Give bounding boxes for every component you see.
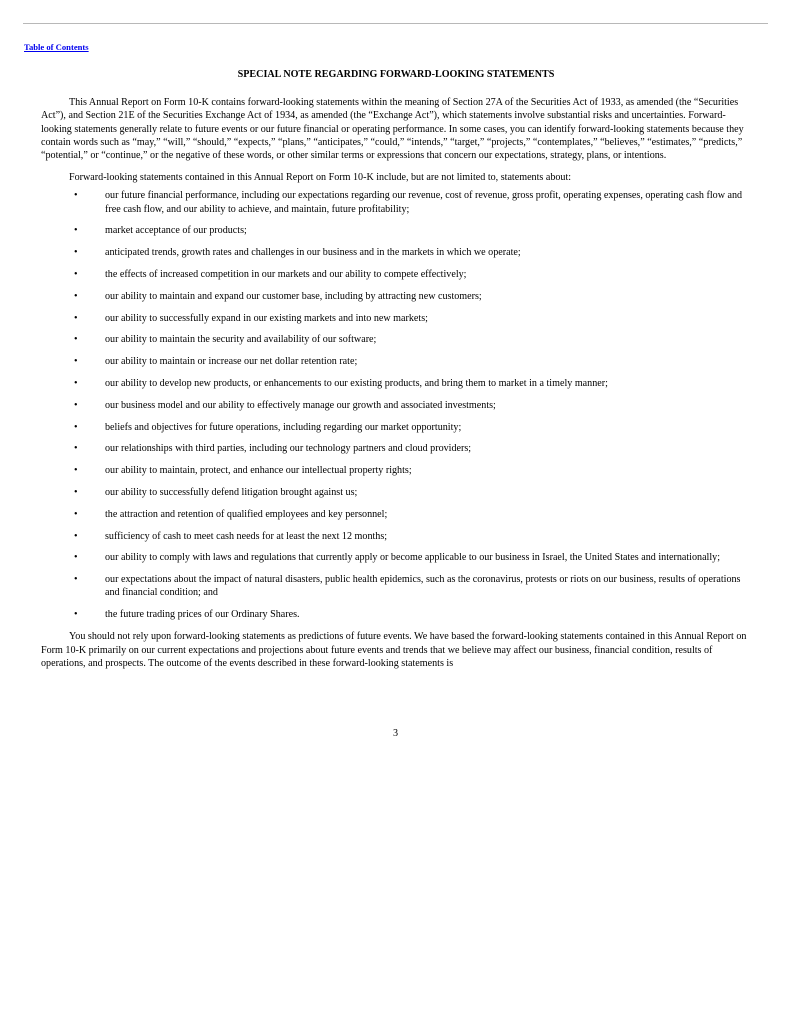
list-item-text: our ability to develop new products, or enhancements to our existing products, and bring them to market in a timely manner; [105, 378, 608, 389]
bullet-icon: • [74, 378, 78, 389]
list-item [41, 608, 751, 621]
list-item-text: our expectations about the impact of natural disasters, public health epidemics, such as the coronavirus, protests or riots on our business, results of operations and financial condition; and [105, 574, 741, 599]
bullet-icon: • [74, 399, 78, 411]
bullet-icon: • [74, 552, 78, 564]
list-item [41, 508, 751, 521]
list-item [41, 268, 751, 281]
list-item-text: our ability to maintain, protect, and enhance our intellectual property rights; [105, 465, 412, 477]
list-intro-paragraph: Forward-looking statements contained in this Annual Report on Form 10-K include, but are not limited to, statements about: [69, 172, 572, 184]
list-item [41, 551, 751, 564]
bullet-icon: • [74, 290, 78, 302]
list-item [41, 573, 751, 599]
list-item-text: sufficiency of cash to meet cash needs for at least the next 12 months; [105, 530, 388, 542]
list-item-text: the effects of increased competition in our markets and our ability to compete effectively; [105, 269, 467, 281]
list-item [41, 442, 751, 455]
list-item [41, 189, 751, 215]
list-item-text: our business model and our ability to effectively manage our growth and associated investments; [105, 399, 496, 411]
bullet-icon: • [74, 574, 78, 586]
list-item [41, 486, 751, 499]
list-item-text: the future trading prices of our Ordinary Shares. [105, 609, 300, 621]
list-item [41, 290, 751, 303]
list-item [41, 246, 751, 259]
top-divider [23, 23, 768, 24]
list-item-text: beliefs and objectives for future operations, including regarding our market opportunity; [105, 421, 462, 433]
list-item-text: market acceptance of our products; [105, 225, 247, 237]
list-item [41, 377, 751, 390]
bullet-icon: • [74, 190, 78, 202]
list-item-text: our ability to comply with laws and regulations that currently apply or become applicable to our business in Israel, the United States and internationally; [105, 552, 721, 564]
list-item [41, 312, 751, 325]
forward-looking-bullet-list [41, 189, 751, 621]
page-number: 3 [392, 728, 399, 739]
bullet-icon: • [74, 421, 78, 433]
section-title: SPECIAL NOTE REGARDING FORWARD-LOOKING STATEMENTS [237, 69, 555, 80]
list-item [41, 464, 751, 477]
bullet-icon: • [74, 225, 78, 237]
list-item-text: anticipated trends, growth rates and challenges in our business and in the markets in which we operate; [105, 247, 521, 259]
bullet-icon: • [74, 486, 78, 498]
bullet-icon: • [74, 530, 78, 542]
table-of-contents-link[interactable]: Table of Contents [24, 42, 89, 52]
list-item [41, 224, 751, 237]
bullet-icon: • [74, 443, 78, 455]
list-item-text: our ability to maintain the security and availability of our software; [105, 334, 377, 346]
list-item [41, 530, 751, 543]
bullet-icon: • [74, 508, 78, 520]
bullet-icon: • [74, 269, 78, 281]
list-item [41, 333, 751, 346]
bullet-icon: • [74, 465, 78, 477]
list-item-text: our ability to successfully expand in our existing markets and into new markets; [105, 312, 428, 324]
bullet-icon: • [74, 609, 78, 621]
bullet-icon: • [74, 356, 78, 368]
bullet-icon: • [74, 334, 78, 346]
list-item [41, 355, 751, 368]
bullet-icon: • [74, 312, 78, 324]
list-item-text: our ability to maintain or increase our net dollar retention rate; [105, 356, 358, 368]
list-item-text: our ability to maintain and expand our customer base, including by attracting new customers; [105, 290, 482, 302]
intro-paragraph: This Annual Report on Form 10-K contains forward-looking statements within the meaning of Section 27A of the Securities Act of 1933, as amended (the “Securities Act”), and Section 21E of the Securities Exchange Act of 1934, as amended (the “Exchange Act”), which statements involve substantial risks and uncertainties. Forward-looking statements generally relate to future events or our future financial or operating performance. In some cases, you can identify forward-looking statements because they contain words such as “may,” “will,” “should,” “expects,” “plans,” “anticipates,” “could,” “intends,” “target,” “projects,” “contemplates,” “believes,” “estimates,” “predicts,” “potential,” or “continue,” or the negative of these words, or other similar terms or expressions that concern our expectations, strategy, plans, or intentions. [41, 97, 744, 162]
bullet-icon: • [74, 247, 78, 259]
list-item [41, 421, 751, 434]
list-item-text: our future financial performance, including our expectations regarding our revenue, cost of revenue, gross profit, operating expenses, operating cash flow and free cash flow, and our ability to achieve, and maintain, future profitability; [105, 190, 743, 215]
list-item-text: our ability to successfully defend litigation brought against us; [105, 486, 358, 498]
list-item-text: our relationships with third parties, including our technology partners and cloud providers; [105, 443, 472, 455]
closing-paragraph: You should not rely upon forward-looking statements as predictions of future events. We have based the forward-looking statements contained in this Annual Report on Form 10-K primarily on our current expectations and projections about future events and trends that we believe may affect our business, financial condition, results of operations, and prospects. The outcome of the events described in these forward-looking statements is [41, 631, 747, 669]
list-item [41, 399, 751, 412]
list-item-text: the attraction and retention of qualified employees and key personnel; [105, 508, 388, 520]
document-body [41, 68, 751, 679]
